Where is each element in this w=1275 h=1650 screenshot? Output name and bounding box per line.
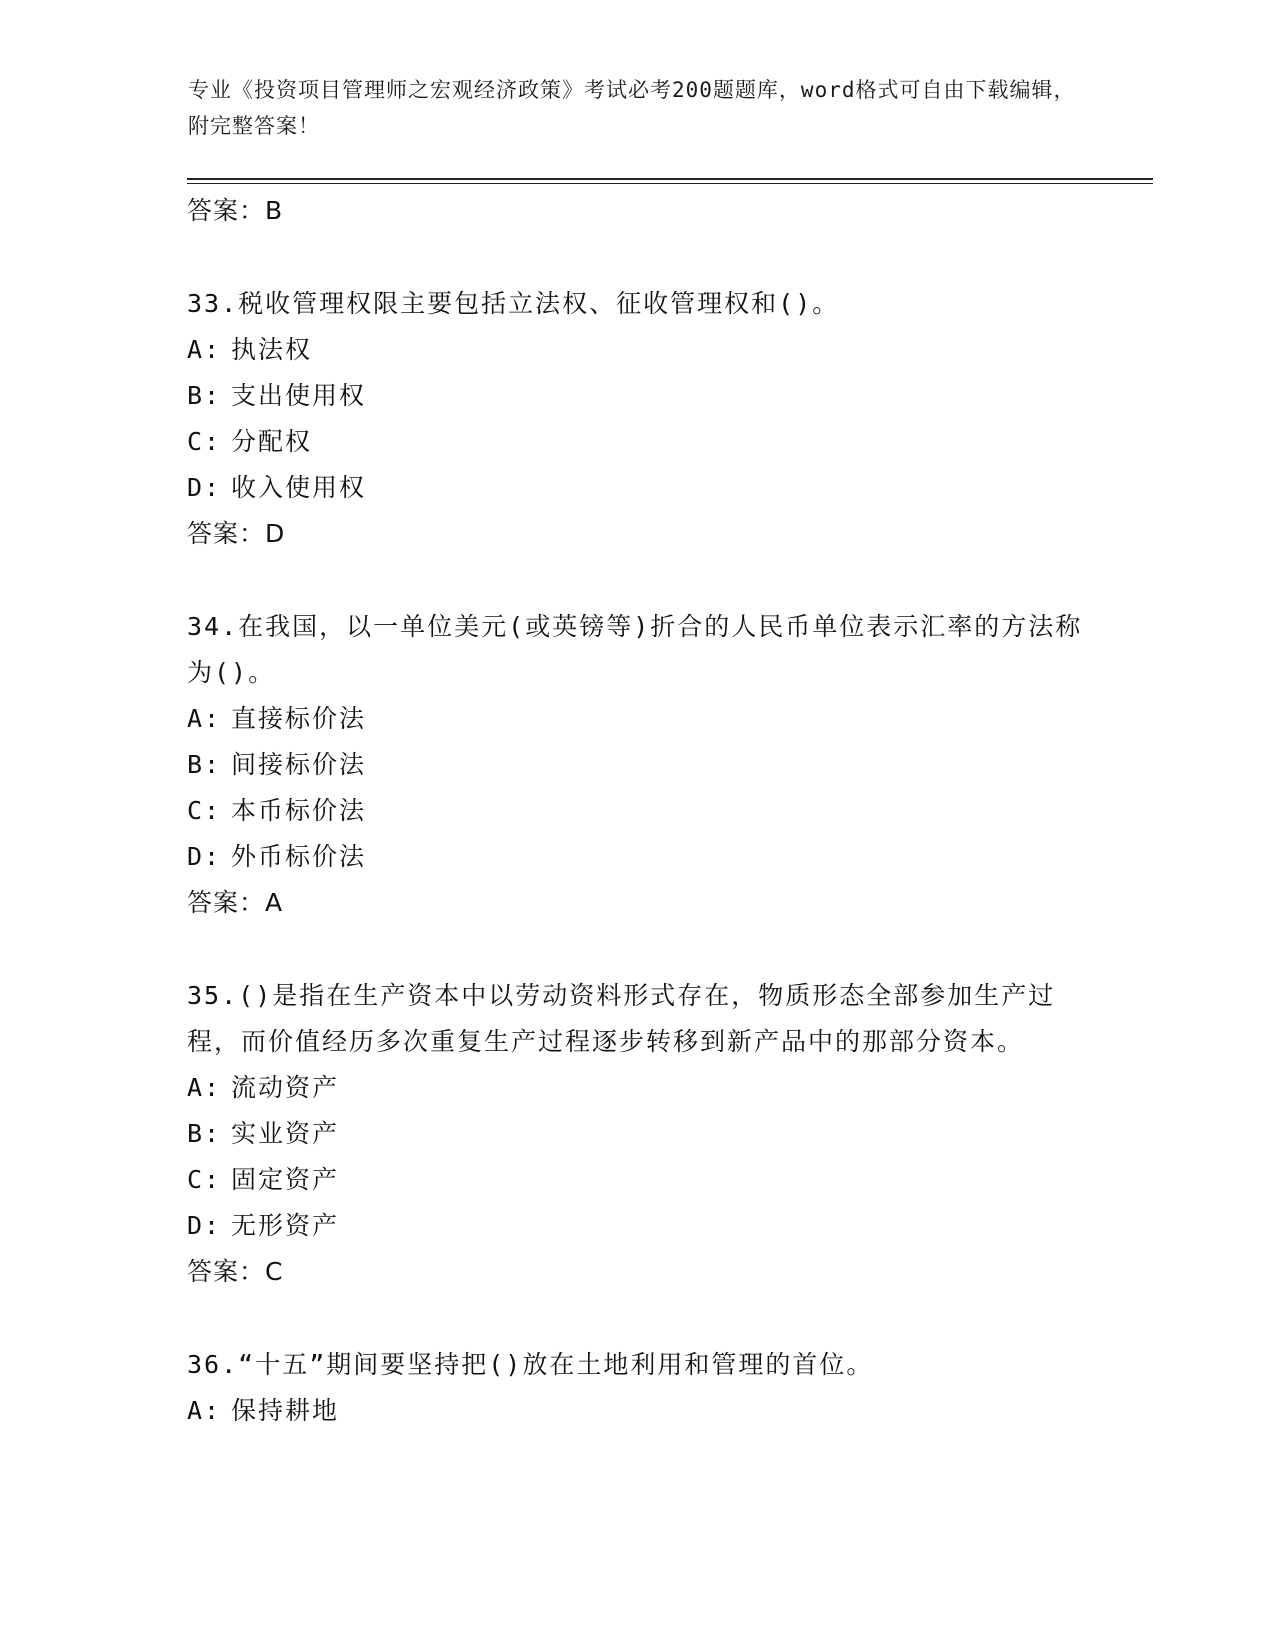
- option-b: B: 实业资产: [187, 1119, 340, 1148]
- spacer: [187, 1295, 1087, 1342]
- header-rule-thin: [187, 183, 1153, 184]
- document-header: 专业《投资项目管理师之宏观经济政策》考试必考200题题库，word格式可自由下载编辑，附完整答案！: [188, 78, 1076, 138]
- option-b: B: 支出使用权: [187, 381, 367, 410]
- header-rule-thick: [187, 178, 1153, 180]
- question-block: [187, 1342, 1087, 1434]
- question-text: 34.在我国，以一单位美元(或英镑等)折合的人民币单位表示汇率的方法称为()。: [187, 612, 1083, 687]
- question-list: [187, 188, 1087, 1434]
- spacer: [187, 926, 1087, 973]
- option-c: C: 本币标价法: [187, 796, 367, 825]
- previous-answer: 答案：B: [187, 196, 284, 225]
- question-text: 36.“十五”期间要坚持把()放在土地利用和管理的首位。: [187, 1350, 874, 1379]
- option-a: A: 执法权: [187, 335, 313, 364]
- question-text: 35.()是指在生产资本中以劳动资料形式存在，物质形态全部参加生产过程，而价值经历多次重复生产过程逐步转移到新产品中的那部分资本。: [187, 981, 1056, 1056]
- option-a: A: 直接标价法: [187, 704, 367, 733]
- question-block: [187, 973, 1087, 1295]
- option-a: A: 流动资产: [187, 1073, 340, 1102]
- option-d: D: 收入使用权: [187, 473, 367, 502]
- answer-line: 答案：A: [187, 888, 284, 917]
- option-a: A: 保持耕地: [187, 1396, 340, 1425]
- option-d: D: 无形资产: [187, 1211, 340, 1240]
- question-text: 33.税收管理权限主要包括立法权、征收管理权和()。: [187, 289, 840, 318]
- question-block: [187, 604, 1087, 926]
- option-c: C: 固定资产: [187, 1165, 340, 1194]
- option-d: D: 外币标价法: [187, 842, 367, 871]
- answer-line: 答案：C: [187, 1257, 284, 1286]
- option-b: B: 间接标价法: [187, 750, 367, 779]
- option-c: C: 分配权: [187, 427, 313, 456]
- question-block: [187, 281, 1087, 557]
- spacer: [187, 557, 1087, 604]
- spacer: [187, 234, 1087, 281]
- answer-line: 答案：D: [187, 519, 286, 548]
